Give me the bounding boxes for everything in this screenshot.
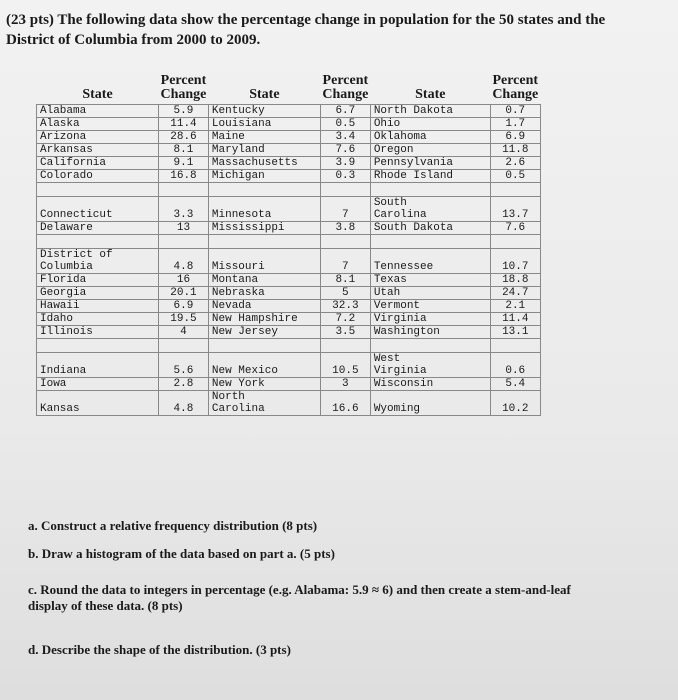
state-name-cell: Pennsylvania <box>370 156 490 169</box>
percent-change-cell: 0.6 <box>490 352 540 377</box>
state-name-cell: Tennessee <box>370 248 490 273</box>
percent-change-cell: 5.4 <box>490 377 540 390</box>
state-name-cell: Kansas <box>37 390 159 415</box>
spacer-cell <box>370 338 490 352</box>
state-name-cell: Illinois <box>37 325 159 338</box>
table-row <box>37 352 541 377</box>
state-name-cell: Utah <box>370 286 490 299</box>
table-row <box>37 248 541 273</box>
state-name-cell: Maine <box>208 130 320 143</box>
state-name-cell: Rhode Island <box>370 169 490 182</box>
state-name-cell: Arkansas <box>37 143 159 156</box>
percent-change-cell: 0.5 <box>490 169 540 182</box>
percent-change-cell: 1.7 <box>490 117 540 130</box>
table-row <box>37 299 541 312</box>
state-name-cell: Hawaii <box>37 299 159 312</box>
percent-change-cell: 20.1 <box>159 286 209 299</box>
percent-change-cell: 7 <box>320 196 370 221</box>
state-name-cell: Massachusetts <box>208 156 320 169</box>
state-name-cell: Oklahoma <box>370 130 490 143</box>
state-name-cell: Indiana <box>37 352 159 377</box>
percent-change-cell: 13.7 <box>490 196 540 221</box>
table-row <box>37 273 541 286</box>
table-row <box>37 169 541 182</box>
spacer-cell <box>37 234 159 248</box>
percent-change-cell: 10.2 <box>490 390 540 415</box>
percent-change-cell: 7.6 <box>490 221 540 234</box>
spacer-cell <box>208 182 320 196</box>
percent-change-cell: 7 <box>320 248 370 273</box>
table-row <box>37 104 541 117</box>
population-change-table <box>36 68 541 416</box>
spacer-cell <box>208 234 320 248</box>
state-name-cell: Arizona <box>37 130 159 143</box>
state-name-cell: Virginia <box>370 312 490 325</box>
percent-change-cell: 4.8 <box>159 390 209 415</box>
table-row <box>37 325 541 338</box>
column-header-percent-change: Percent Change <box>322 72 369 102</box>
question-a: a. Construct a relative frequency distribution (8 pts) <box>28 518 318 533</box>
spacer-cell <box>370 182 490 196</box>
percent-change-cell: 3.9 <box>320 156 370 169</box>
state-name-cell: South Dakota <box>370 221 490 234</box>
percent-change-cell: 16.6 <box>320 390 370 415</box>
percent-change-cell: 3 <box>320 377 370 390</box>
percent-change-cell: 32.3 <box>320 299 370 312</box>
percent-change-cell: 10.7 <box>490 248 540 273</box>
state-name-cell: New Hampshire <box>208 312 320 325</box>
percent-change-cell: 3.4 <box>320 130 370 143</box>
state-name-cell: West Virginia <box>370 352 490 377</box>
spacer-cell <box>490 182 540 196</box>
percent-change-cell: 16 <box>159 273 209 286</box>
column-header-percent-change: Percent Change <box>492 72 539 102</box>
percent-change-cell: 7.6 <box>320 143 370 156</box>
percent-change-cell: 16.8 <box>159 169 209 182</box>
state-name-cell: Nebraska <box>208 286 320 299</box>
state-name-cell: Connecticut <box>37 196 159 221</box>
state-name-cell: Colorado <box>37 169 159 182</box>
state-name-cell: Ohio <box>370 117 490 130</box>
percent-change-cell: 5.6 <box>159 352 209 377</box>
percent-change-cell: 18.8 <box>490 273 540 286</box>
state-name-cell: Maryland <box>208 143 320 156</box>
percent-change-cell: 28.6 <box>159 130 209 143</box>
state-name-cell: Minnesota <box>208 196 320 221</box>
percent-change-cell: 11.8 <box>490 143 540 156</box>
percent-change-cell: 4 <box>159 325 209 338</box>
percent-change-cell: 24.7 <box>490 286 540 299</box>
spacer-cell <box>159 182 209 196</box>
state-name-cell: Texas <box>370 273 490 286</box>
percent-change-cell: 6.7 <box>320 104 370 117</box>
table-row <box>37 156 541 169</box>
percent-change-cell: 3.5 <box>320 325 370 338</box>
state-name-cell: District of Columbia <box>37 248 159 273</box>
spacer-cell <box>320 234 370 248</box>
table-header-row <box>37 68 541 104</box>
percent-change-cell: 6.9 <box>490 130 540 143</box>
column-header-state: State <box>249 86 280 102</box>
column-header-percent-change: Percent Change <box>160 72 207 102</box>
state-name-cell: North Dakota <box>370 104 490 117</box>
state-name-cell: Missouri <box>208 248 320 273</box>
state-name-cell: New Mexico <box>208 352 320 377</box>
percent-change-cell: 8.1 <box>320 273 370 286</box>
percent-change-cell: 13.1 <box>490 325 540 338</box>
spacer-cell <box>320 182 370 196</box>
percent-change-cell: 0.7 <box>490 104 540 117</box>
percent-change-cell: 2.6 <box>490 156 540 169</box>
group-spacer-row <box>37 182 541 196</box>
percent-change-cell: 5.9 <box>159 104 209 117</box>
state-name-cell: Georgia <box>37 286 159 299</box>
state-name-cell: Mississippi <box>208 221 320 234</box>
percent-change-cell: 5 <box>320 286 370 299</box>
table-row <box>37 196 541 221</box>
spacer-cell <box>159 234 209 248</box>
column-header-state: State <box>82 86 113 102</box>
state-name-cell: Nevada <box>208 299 320 312</box>
group-spacer-row <box>37 338 541 352</box>
percent-change-cell: 2.1 <box>490 299 540 312</box>
table-body <box>37 104 541 415</box>
state-name-cell: Wyoming <box>370 390 490 415</box>
spacer-cell <box>37 182 159 196</box>
spacer-cell <box>159 338 209 352</box>
spacer-cell <box>208 338 320 352</box>
state-name-cell: Delaware <box>37 221 159 234</box>
spacer-cell <box>320 338 370 352</box>
group-spacer-row <box>37 234 541 248</box>
table-row <box>37 117 541 130</box>
state-name-cell: New York <box>208 377 320 390</box>
percent-change-cell: 13 <box>159 221 209 234</box>
state-name-cell: Florida <box>37 273 159 286</box>
spacer-cell <box>490 234 540 248</box>
table-row <box>37 390 541 415</box>
table-row <box>37 143 541 156</box>
state-name-cell: Wisconsin <box>370 377 490 390</box>
problem-statement: (23 pts) The following data show the percentage change in population for the 50 states and the District of Columbia from 2000 to 2009. <box>6 12 606 48</box>
percent-change-cell: 10.5 <box>320 352 370 377</box>
question-c: c. Round the data to integers in percentage (e.g. Alabama: 5.9 ≈ 6) and then create a stem-and-leaf display of these data. (8 pts) <box>28 582 571 613</box>
percent-change-cell: 3.8 <box>320 221 370 234</box>
percent-change-cell: 4.8 <box>159 248 209 273</box>
state-name-cell: Washington <box>370 325 490 338</box>
question-b: b. Draw a histogram of the data based on part a. (5 pts) <box>28 546 335 561</box>
percent-change-cell: 3.3 <box>159 196 209 221</box>
percent-change-cell: 11.4 <box>490 312 540 325</box>
state-name-cell: Oregon <box>370 143 490 156</box>
percent-change-cell: 8.1 <box>159 143 209 156</box>
table-row <box>37 312 541 325</box>
state-name-cell: Michigan <box>208 169 320 182</box>
state-name-cell: Montana <box>208 273 320 286</box>
percent-change-cell: 2.8 <box>159 377 209 390</box>
question-d: d. Describe the shape of the distribution. (3 pts) <box>28 642 291 657</box>
column-header-state: State <box>415 86 446 102</box>
state-name-cell: North Carolina <box>208 390 320 415</box>
state-name-cell: Alabama <box>37 104 159 117</box>
percent-change-cell: 19.5 <box>159 312 209 325</box>
table-row <box>37 286 541 299</box>
spacer-cell <box>37 338 159 352</box>
state-name-cell: Alaska <box>37 117 159 130</box>
table-row <box>37 221 541 234</box>
percent-change-cell: 0.3 <box>320 169 370 182</box>
percent-change-cell: 0.5 <box>320 117 370 130</box>
state-name-cell: Vermont <box>370 299 490 312</box>
spacer-cell <box>370 234 490 248</box>
state-name-cell: South Carolina <box>370 196 490 221</box>
state-name-cell: Louisiana <box>208 117 320 130</box>
table-row <box>37 377 541 390</box>
percent-change-cell: 7.2 <box>320 312 370 325</box>
state-name-cell: Kentucky <box>208 104 320 117</box>
spacer-cell <box>490 338 540 352</box>
state-name-cell: Iowa <box>37 377 159 390</box>
percent-change-cell: 9.1 <box>159 156 209 169</box>
percent-change-cell: 11.4 <box>159 117 209 130</box>
table-row <box>37 130 541 143</box>
state-name-cell: New Jersey <box>208 325 320 338</box>
percent-change-cell: 6.9 <box>159 299 209 312</box>
state-name-cell: California <box>37 156 159 169</box>
state-name-cell: Idaho <box>37 312 159 325</box>
